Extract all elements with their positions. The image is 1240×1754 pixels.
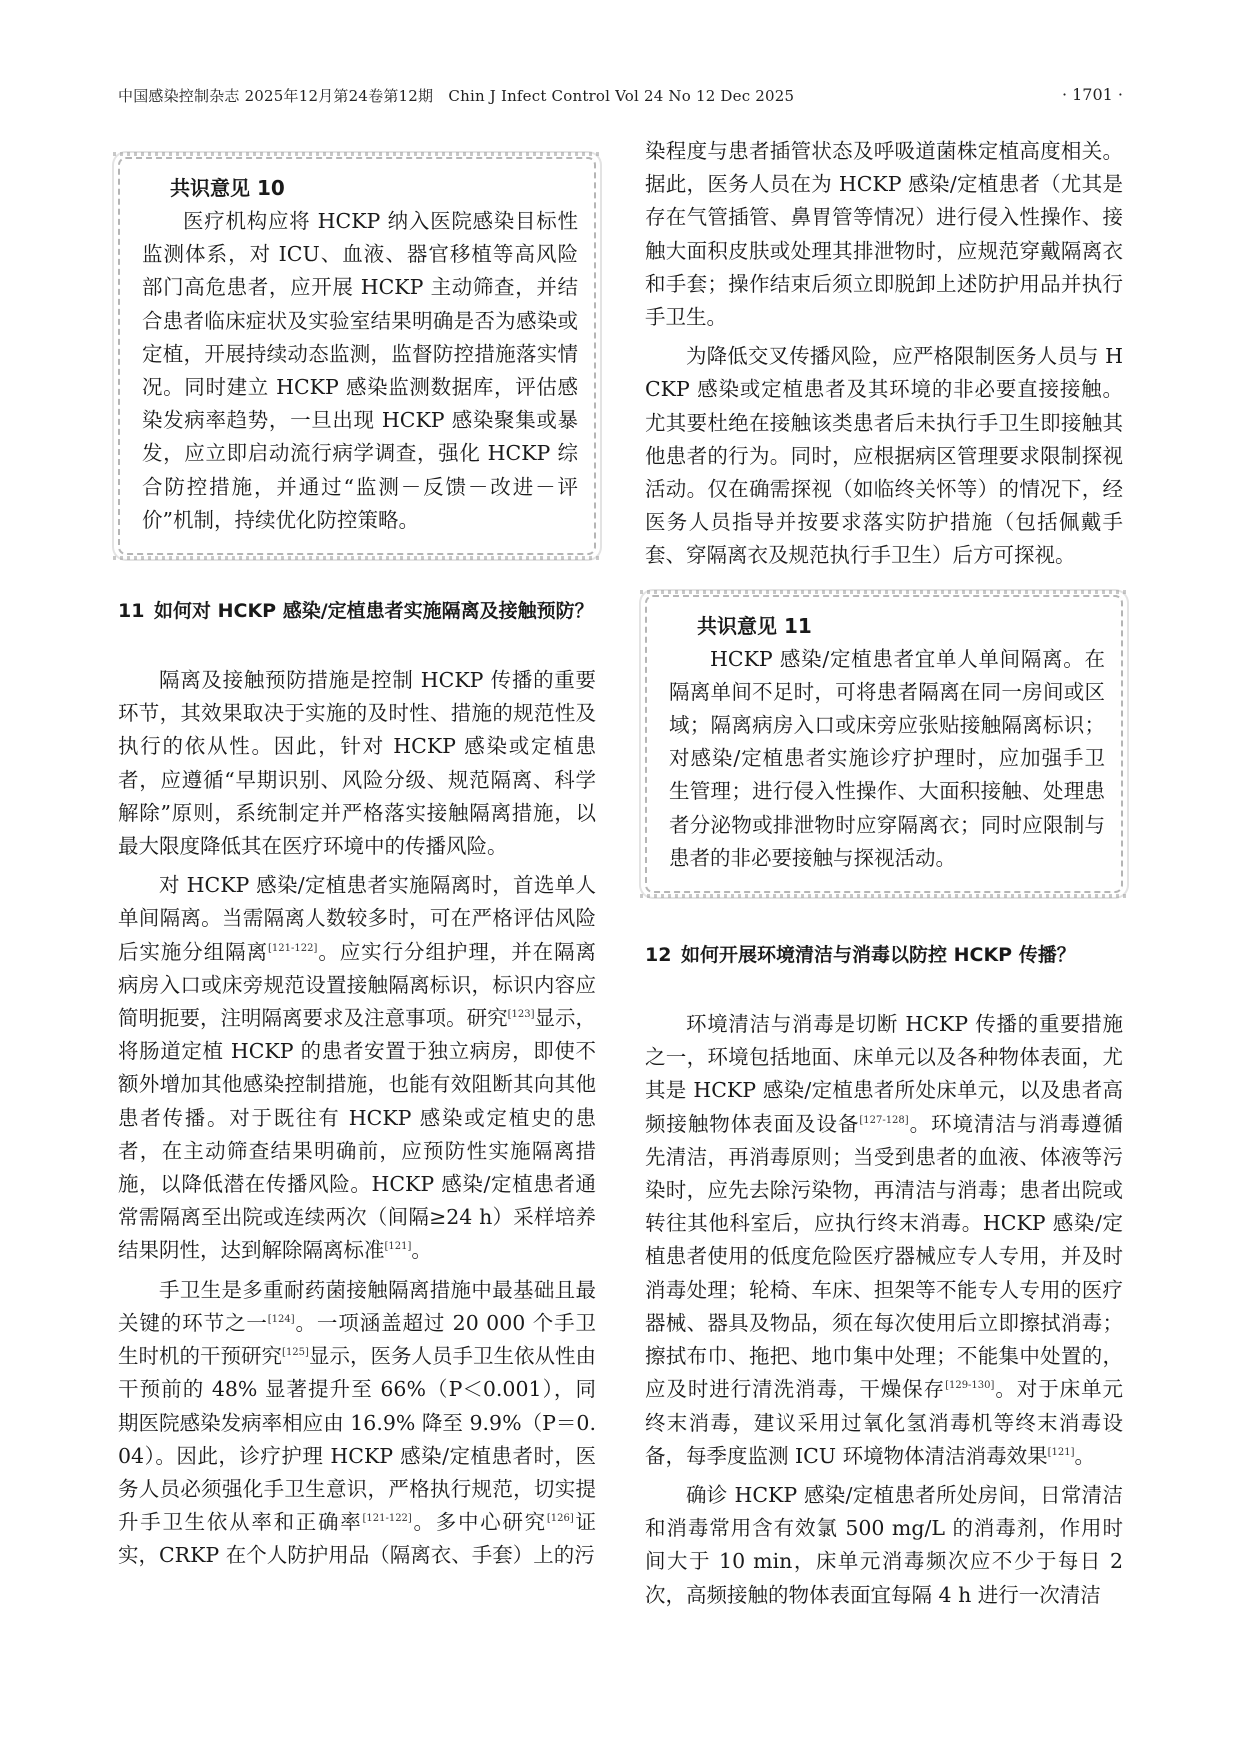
section-11-paragraph-2-text-a: 对 HCKP 感染/定植患者实施隔离时，首选单人单间隔离。当需隔离人数较多时，可在严格评估风险后实施分组隔离 — [118, 873, 596, 964]
running-head — [118, 85, 1123, 109]
section-11-paragraph-2-text-b: 。应实行分组护理，并在隔离病房入口或床旁规范设置接触隔离标识，标识内容应简明扼要，注明隔离要求及注意事项。研究 — [118, 939, 597, 1031]
section-12-heading — [645, 939, 1123, 972]
consensus-11-body: HCKP 感染/定植患者宜单人单间隔离。在隔离单间不足时，可将患者隔离在同一房间或区域；隔离病房入口或床旁应张贴接触隔离标识；对感染/定植患者实施诊疗护理时，应加强手卫生管理；进行侵入性操作、大面积接触、处理患者分泌物或排泄物时应穿隔离衣；同时应限制与患者的非必要接触与探视活动。 — [669, 646, 1105, 870]
journal-citation: 中国感染控制杂志 2025年12月第24卷第12期 Chin J Infect Control Vol 24 No 12 Dec 2025 — [118, 87, 795, 105]
consensus-10-title: 共识意见 10 — [170, 176, 285, 200]
section-11-paragraph-4: 染程度与患者插管状态及呼吸道菌株定植高度相关。据此，医务人员在为 HCKP 感染/定植患者（尤其是存在气管插管、鼻胃管等情况）进行侵入性操作、接触大面积皮肤或处理其排泄物时，应规范穿戴隔离衣和手套；操作结束后须立即脱卸上述防护用品并执行手卫生。 — [645, 139, 1123, 330]
section-11-paragraph-2-text-c: 显示，将肠道定植 HCKP 的患者安置于独立病房，即使不额外增加其他感染控制措施，也能有效阻断其向其他患者传播。对于既往有 HCKP 感染或定植史的患者，在主动筛查结果明确前，应预防性实施隔离措施，以降低潜在传播风险。HCKP 感染/定植患者通常需隔离至出院或连续两次（间隔≥24 h）采样培养结果阴性，达到解除隔离标准 — [118, 1006, 596, 1263]
section-12-paragraph-1-text-a: 环境清洁与消毒是切断 HCKP 传播的重要措施之一，环境包括地面、床单元以及各种物体表面，尤其是 HCKP 感染/定植患者所处床单元，以及患者高频接触物体表面及设备 — [645, 1012, 1123, 1136]
section-11-paragraph-3-text-d: 。多中心研究 — [411, 1510, 547, 1535]
section-12-title: 如何开展环境清洁与消毒以防控 HCKP 传播？ — [681, 944, 1076, 967]
section-11-title: 如何对 HCKP 感染/定植患者实施隔离及接触预防？ — [154, 600, 594, 623]
section-12-number: 12 — [645, 944, 672, 967]
citation-121: [121] — [384, 1241, 412, 1253]
section-11-paragraph-3 — [118, 1274, 596, 1573]
citation-127-128: [127-128] — [859, 1114, 909, 1126]
consensus-10-body: 医疗机构应将 HCKP 纳入医院感染目标性监测体系，对 ICU、血液、器官移植等高风险部门高危患者，应开展 HCKP 主动筛查，并结合患者临床症状及实验室结果明确是否为感染或定植，开展持续动态监测，监督防控措施落实情况。同时建立 HCKP 感染监测数据库，评估感染发病率趋势，一旦出现 HCKP 感染聚集或暴发，应立即启动流行病学调查，强化 HCKP 综合防控措施，并通过“监测－反馈－改进－评价”机制，持续优化防控策略。 — [142, 209, 578, 532]
section-12-paragraph-1-text-c: 。对于床单元终末消毒，建议采用过氧化氢消毒机等终末消毒设备，每季度监测 ICU 环境物体清洁消毒效果 — [645, 1377, 1124, 1468]
right-column — [645, 135, 1123, 1612]
section-12-paragraph-2: 确诊 HCKP 感染/定植患者所处房间，日常清洁和消毒常用含有效氯 500 mg/L 的消毒剂，作用时间大于 10 min，床单元消毒频次应不少于每日 2 次，高频接触的物体表面宜每隔 4 h 进行一次清洁 — [645, 1482, 1123, 1607]
section-12-paragraph-1 — [645, 1008, 1123, 1473]
section-11-paragraph-3-text-b: 。一项涵盖超过 20 000 个手卫生时机的干预研究 — [118, 1310, 597, 1369]
consensus-box-10 — [118, 157, 596, 555]
section-11-paragraph-1: 隔离及接触预防措施是控制 HCKP 传播的重要环节，其效果取决于实施的及时性、措施的规范性及执行的依从性。因此，针对 HCKP 感染或定植患者，应遵循“早期识别、风险分级、规范隔离、科学解除”原则，系统制定并严格落实接触隔离措施，以最大限度降低其在医疗环境中的传播风险。 — [118, 668, 596, 859]
page-number: · 1701 · — [1061, 85, 1123, 104]
citation-121-b: [121] — [1047, 1446, 1075, 1458]
section-11-paragraph-3-text-c: 显示，医务人员手卫生依从性由干预前的 48% 显著提升至 66%（P＜0.001），同期医院感染发病率相应由 16.9% 降至 9.9%（P＝0.04）。因此，诊疗护理 HCKP 感染/定植患者时，医务人员必须强化手卫生意识，严格执行规范，切实提升手卫生依从率和正确率 — [118, 1344, 597, 1535]
section-11-paragraph-2-text-d: 。 — [411, 1238, 432, 1263]
section-11-paragraph-3-text-e: 证实，CRKP 在个人防护用品（隔离衣、手套）上的污 — [118, 1510, 597, 1568]
consensus-11-title: 共识意见 11 — [697, 613, 812, 638]
consensus-box-11 — [645, 595, 1123, 893]
section-12-paragraph-1-text-d: 。 — [1074, 1443, 1095, 1468]
section-11-paragraph-2 — [118, 869, 596, 1267]
citation-125: [125] — [282, 1347, 309, 1359]
citation-124: [124] — [267, 1314, 295, 1326]
citation-121-122-b: [121-122] — [362, 1513, 412, 1525]
citation-121-122: [121-122] — [268, 942, 318, 954]
section-12-paragraph-1-text-b: 。环境清洁与消毒遵循先清洁，再消毒原则；当受到患者的血液、体液等污染时，应先去除污染物，再清洁与消毒；患者出院或转往其他科室后，应执行终末消毒。HCKP 感染/定植患者使用的低度危险医疗器械应专人专用，并及时消毒处理；轮椅、车床、担架等不能专人专用的医疗器械、器具及物品，须在每次使用后立即擦拭消毒；擦拭布巾、拖把、地巾集中处理；不能集中处置的，应及时进行清洗消毒，干燥保存 — [645, 1111, 1124, 1402]
citation-129-130: [129-130] — [945, 1380, 995, 1392]
section-11-paragraph-5: 为降低交叉传播风险，应严格限制医务人员与 HCKP 感染或定植患者及其环境的非必要直接接触。尤其要杜绝在接触该类患者后未执行手卫生即接触其他患者的行为。同时，应根据病区管理要求限制探视活动。仅在确需探视（如临终关怀等）的情况下，经医务人员指导并按要求落实防护措施（包括佩戴手套、穿隔离衣及规范执行手卫生）后方可探视。 — [645, 344, 1123, 568]
section-11-paragraph-3-text-a: 手卫生是多重耐药菌接触隔离措施中最基础且最关键的环节之一 — [118, 1277, 596, 1335]
citation-123: [123] — [507, 1009, 535, 1021]
left-column — [118, 135, 596, 1573]
section-11-number: 11 — [118, 600, 145, 623]
section-11-heading — [118, 595, 596, 628]
citation-126: [126] — [546, 1513, 574, 1525]
